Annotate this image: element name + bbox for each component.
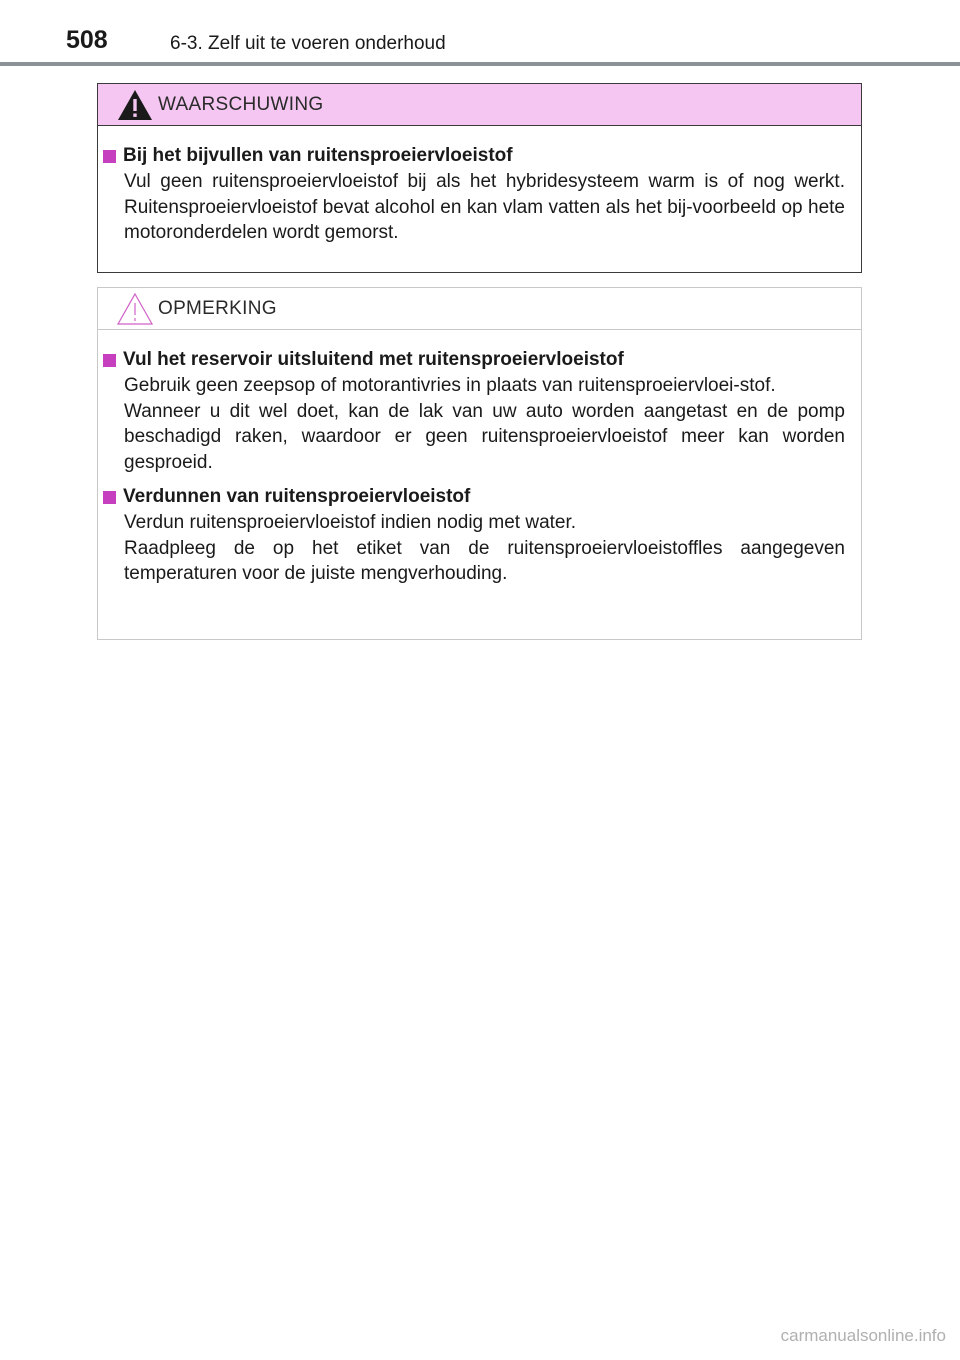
notice-box-header xyxy=(98,288,861,330)
warning-triangle-filled-icon xyxy=(116,88,154,122)
notice-item-text: Raadpleeg de op het etiket van de ruitensproeiervloeistoffles aangegeven temperaturen voor de juiste mengverhouding. xyxy=(124,537,845,584)
section-title: 6-3. Zelf uit te voeren onderhoud xyxy=(170,33,446,54)
notice-item-text: Gebruik geen zeepsop of motorantivries in plaats van ruitensproeiervloei-stof. xyxy=(124,375,776,396)
page-header xyxy=(0,0,960,54)
header-divider xyxy=(0,62,960,66)
square-bullet-icon xyxy=(103,354,116,367)
notice-item xyxy=(103,484,845,587)
warning-box-label: WAARSCHUWING xyxy=(158,94,324,115)
notice-box-label: OPMERKING xyxy=(158,298,277,319)
notice-item-heading: Vul het reservoir uitsluitend met ruitensproeiervloeistof xyxy=(123,349,624,370)
page-number: 508 xyxy=(66,26,108,54)
notice-item-text: Verdun ruitensproeiervloeistof indien nodig met water. xyxy=(124,512,577,533)
warning-box-header xyxy=(98,84,861,126)
watermark: carmanualsonline.info xyxy=(780,1326,946,1345)
warning-item-heading: Bij het bijvullen van ruitensproeiervloeistof xyxy=(123,145,513,166)
warning-box xyxy=(97,83,862,273)
notice-box-body xyxy=(98,330,861,587)
warning-triangle-outline-icon xyxy=(116,292,154,326)
warning-item xyxy=(103,143,845,246)
notice-item-heading: Verdunnen van ruitensproeiervloeistof xyxy=(123,486,471,507)
notice-item xyxy=(103,347,845,475)
square-bullet-icon xyxy=(103,150,116,163)
warning-box-body xyxy=(98,126,861,246)
warning-item-text: Vul geen ruitensproeiervloeistof bij als het hybridesysteem warm is of nog werkt. Ruitensproeiervloeistof bevat alcohol en kan vlam vatten als het bij-voorbeeld op hete motoronderdelen wordt gemorst. xyxy=(124,171,845,243)
notice-item-text: Wanneer u dit wel doet, kan de lak van uw auto worden aangetast en de pomp beschadigd raken, waardoor er geen ruitensproeiervloeistof meer kan worden gesproeid. xyxy=(124,400,845,473)
square-bullet-icon xyxy=(103,491,116,504)
notice-box xyxy=(97,287,862,640)
